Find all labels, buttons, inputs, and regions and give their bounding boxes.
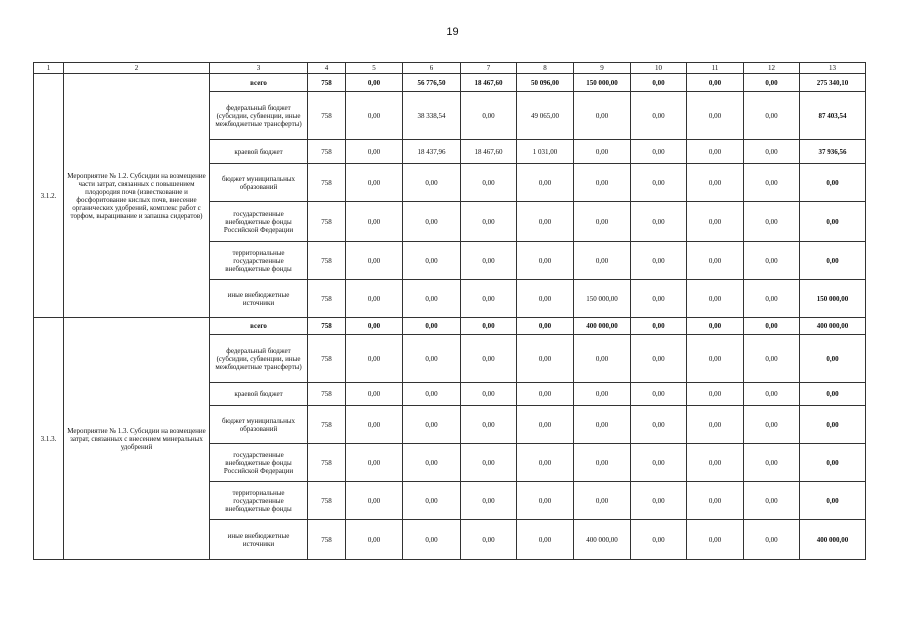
column-number-1: 1 xyxy=(34,63,64,74)
value-cell: 0,00 xyxy=(631,406,687,444)
value-cell: 0,00 xyxy=(631,74,687,92)
value-cell: 0,00 xyxy=(631,383,687,406)
value-cell: 0,00 xyxy=(346,242,403,280)
value-cell: 0,00 xyxy=(461,444,517,482)
value-cell: 0,00 xyxy=(346,444,403,482)
budget-table xyxy=(33,62,866,560)
funding-source: территориальные государственные внебюджетные фонды xyxy=(210,482,308,520)
table-body xyxy=(34,63,866,560)
funding-source: краевой бюджет xyxy=(210,383,308,406)
code-cell: 758 xyxy=(308,280,346,318)
total-cell: 0,00 xyxy=(800,406,866,444)
value-cell: 0,00 xyxy=(574,383,631,406)
value-cell: 0,00 xyxy=(631,520,687,560)
funding-source: иные внебюджетные источники xyxy=(210,280,308,318)
value-cell: 0,00 xyxy=(687,482,744,520)
value-cell: 150 000,00 xyxy=(574,74,631,92)
total-cell: 400 000,00 xyxy=(800,318,866,335)
value-cell: 0,00 xyxy=(574,164,631,202)
value-cell: 0,00 xyxy=(687,335,744,383)
total-cell: 0,00 xyxy=(800,335,866,383)
code-cell: 758 xyxy=(308,164,346,202)
value-cell: 0,00 xyxy=(574,482,631,520)
value-cell: 0,00 xyxy=(574,140,631,164)
value-cell: 400 000,00 xyxy=(574,318,631,335)
value-cell: 0,00 xyxy=(346,482,403,520)
total-cell: 150 000,00 xyxy=(800,280,866,318)
measure-name: Мероприятие № 1.2. Субсидии на возмещение части затрат, связанных с повышением плодородия почв (известкование и фосфоритование кислых почв, внесение органических удобрений, комплекс работ с торфом, выращивание и запашка сидератов) xyxy=(64,74,210,318)
value-cell: 0,00 xyxy=(346,335,403,383)
funding-source: иные внебюджетные источники xyxy=(210,520,308,560)
value-cell: 0,00 xyxy=(346,406,403,444)
value-cell: 0,00 xyxy=(346,140,403,164)
value-cell: 0,00 xyxy=(346,92,403,140)
total-cell: 275 340,10 xyxy=(800,74,866,92)
value-cell: 0,00 xyxy=(631,318,687,335)
column-number-12: 12 xyxy=(744,63,800,74)
value-cell: 0,00 xyxy=(517,335,574,383)
measure-code: 3.1.2. xyxy=(34,74,64,318)
value-cell: 0,00 xyxy=(687,140,744,164)
funding-source: всего xyxy=(210,318,308,335)
value-cell: 0,00 xyxy=(744,280,800,318)
value-cell: 0,00 xyxy=(517,406,574,444)
value-cell: 0,00 xyxy=(346,383,403,406)
column-number-7: 7 xyxy=(461,63,517,74)
value-cell: 0,00 xyxy=(346,74,403,92)
value-cell: 0,00 xyxy=(687,280,744,318)
value-cell: 0,00 xyxy=(631,444,687,482)
value-cell: 18 467,60 xyxy=(461,74,517,92)
value-cell: 0,00 xyxy=(346,520,403,560)
value-cell: 0,00 xyxy=(744,444,800,482)
funding-source: бюджет муниципальных образований xyxy=(210,164,308,202)
value-cell: 0,00 xyxy=(744,92,800,140)
value-cell: 0,00 xyxy=(631,335,687,383)
value-cell: 0,00 xyxy=(744,164,800,202)
value-cell: 0,00 xyxy=(631,242,687,280)
column-number-13: 13 xyxy=(800,63,866,74)
code-cell: 758 xyxy=(308,202,346,242)
value-cell: 0,00 xyxy=(744,318,800,335)
value-cell: 0,00 xyxy=(687,318,744,335)
total-cell: 0,00 xyxy=(800,482,866,520)
value-cell: 0,00 xyxy=(517,242,574,280)
value-cell: 0,00 xyxy=(517,482,574,520)
value-cell: 0,00 xyxy=(744,202,800,242)
code-cell: 758 xyxy=(308,140,346,164)
value-cell: 0,00 xyxy=(403,520,461,560)
code-cell: 758 xyxy=(308,444,346,482)
value-cell: 0,00 xyxy=(403,482,461,520)
code-cell: 758 xyxy=(308,383,346,406)
value-cell: 0,00 xyxy=(403,280,461,318)
value-cell: 0,00 xyxy=(461,318,517,335)
value-cell: 0,00 xyxy=(461,335,517,383)
value-cell: 0,00 xyxy=(744,482,800,520)
total-cell: 37 936,56 xyxy=(800,140,866,164)
value-cell: 0,00 xyxy=(461,280,517,318)
code-cell: 758 xyxy=(308,406,346,444)
value-cell: 0,00 xyxy=(574,406,631,444)
value-cell: 0,00 xyxy=(744,74,800,92)
column-number-5: 5 xyxy=(346,63,403,74)
value-cell: 0,00 xyxy=(631,164,687,202)
value-cell: 0,00 xyxy=(574,444,631,482)
value-cell: 0,00 xyxy=(744,335,800,383)
value-cell: 0,00 xyxy=(687,520,744,560)
value-cell: 0,00 xyxy=(631,482,687,520)
value-cell: 150 000,00 xyxy=(574,280,631,318)
value-cell: 0,00 xyxy=(403,444,461,482)
code-cell: 758 xyxy=(308,74,346,92)
value-cell: 0,00 xyxy=(744,406,800,444)
value-cell: 0,00 xyxy=(744,140,800,164)
total-cell: 0,00 xyxy=(800,383,866,406)
funding-source: государственные внебюджетные фонды Российской Федерации xyxy=(210,202,308,242)
value-cell: 0,00 xyxy=(461,164,517,202)
column-number-6: 6 xyxy=(403,63,461,74)
value-cell: 0,00 xyxy=(517,280,574,318)
value-cell: 0,00 xyxy=(631,140,687,164)
value-cell: 18 437,96 xyxy=(403,140,461,164)
code-cell: 758 xyxy=(308,482,346,520)
code-cell: 758 xyxy=(308,335,346,383)
total-cell: 0,00 xyxy=(800,202,866,242)
value-cell: 0,00 xyxy=(461,406,517,444)
total-cell: 0,00 xyxy=(800,444,866,482)
value-cell: 0,00 xyxy=(461,92,517,140)
total-cell: 400 000,00 xyxy=(800,520,866,560)
value-cell: 0,00 xyxy=(403,383,461,406)
page-number: 19 xyxy=(446,26,459,38)
funding-source: территориальные государственные внебюджетные фонды xyxy=(210,242,308,280)
value-cell: 0,00 xyxy=(461,383,517,406)
value-cell: 50 096,00 xyxy=(517,74,574,92)
value-cell: 0,00 xyxy=(687,383,744,406)
value-cell: 0,00 xyxy=(403,406,461,444)
value-cell: 0,00 xyxy=(517,318,574,335)
value-cell: 0,00 xyxy=(744,242,800,280)
value-cell: 0,00 xyxy=(687,406,744,444)
column-number-8: 8 xyxy=(517,63,574,74)
value-cell: 0,00 xyxy=(517,520,574,560)
value-cell: 49 065,00 xyxy=(517,92,574,140)
value-cell: 0,00 xyxy=(574,92,631,140)
value-cell: 0,00 xyxy=(461,482,517,520)
value-cell: 0,00 xyxy=(744,520,800,560)
value-cell: 38 338,54 xyxy=(403,92,461,140)
header-row xyxy=(34,63,866,74)
value-cell: 0,00 xyxy=(574,202,631,242)
value-cell: 0,00 xyxy=(403,202,461,242)
value-cell: 0,00 xyxy=(461,520,517,560)
measure-code: 3.1.3. xyxy=(34,318,64,560)
value-cell: 0,00 xyxy=(687,92,744,140)
value-cell: 0,00 xyxy=(574,335,631,383)
value-cell: 0,00 xyxy=(574,242,631,280)
value-cell: 0,00 xyxy=(403,164,461,202)
value-cell: 0,00 xyxy=(687,74,744,92)
value-cell: 0,00 xyxy=(346,202,403,242)
value-cell: 0,00 xyxy=(631,92,687,140)
value-cell: 0,00 xyxy=(403,242,461,280)
code-cell: 758 xyxy=(308,242,346,280)
value-cell: 0,00 xyxy=(461,202,517,242)
value-cell: 0,00 xyxy=(687,444,744,482)
funding-source: краевой бюджет xyxy=(210,140,308,164)
column-number-3: 3 xyxy=(210,63,308,74)
value-cell: 0,00 xyxy=(346,318,403,335)
measure-name: Мероприятие № 1.3. Субсидии на возмещение затрат, связанных с внесением минеральных удобрений xyxy=(64,318,210,560)
value-cell: 0,00 xyxy=(744,383,800,406)
total-cell: 0,00 xyxy=(800,164,866,202)
value-cell: 0,00 xyxy=(403,318,461,335)
value-cell: 0,00 xyxy=(461,242,517,280)
value-cell: 0,00 xyxy=(631,202,687,242)
total-cell: 0,00 xyxy=(800,242,866,280)
column-number-11: 11 xyxy=(687,63,744,74)
value-cell: 0,00 xyxy=(517,164,574,202)
funding-source: всего xyxy=(210,74,308,92)
value-cell: 0,00 xyxy=(517,444,574,482)
value-cell: 0,00 xyxy=(687,164,744,202)
value-cell: 0,00 xyxy=(517,202,574,242)
column-number-2: 2 xyxy=(64,63,210,74)
code-cell: 758 xyxy=(308,92,346,140)
value-cell: 0,00 xyxy=(631,280,687,318)
table-row xyxy=(34,318,866,335)
funding-source: федеральный бюджет (субсидии, субвенции, иные межбюджетные трансферты) xyxy=(210,92,308,140)
funding-source: федеральный бюджет (субсидии, субвенции, иные межбюджетные трансферты) xyxy=(210,335,308,383)
code-cell: 758 xyxy=(308,520,346,560)
value-cell: 400 000,00 xyxy=(574,520,631,560)
value-cell: 0,00 xyxy=(403,335,461,383)
column-number-4: 4 xyxy=(308,63,346,74)
table-row xyxy=(34,74,866,92)
value-cell: 1 031,00 xyxy=(517,140,574,164)
value-cell: 56 776,50 xyxy=(403,74,461,92)
value-cell: 0,00 xyxy=(346,280,403,318)
funding-source: бюджет муниципальных образований xyxy=(210,406,308,444)
value-cell: 18 467,60 xyxy=(461,140,517,164)
value-cell: 0,00 xyxy=(346,164,403,202)
column-number-9: 9 xyxy=(574,63,631,74)
value-cell: 0,00 xyxy=(517,383,574,406)
funding-source: государственные внебюджетные фонды Российской Федерации xyxy=(210,444,308,482)
total-cell: 87 403,54 xyxy=(800,92,866,140)
value-cell: 0,00 xyxy=(687,242,744,280)
value-cell: 0,00 xyxy=(687,202,744,242)
code-cell: 758 xyxy=(308,318,346,335)
column-number-10: 10 xyxy=(631,63,687,74)
